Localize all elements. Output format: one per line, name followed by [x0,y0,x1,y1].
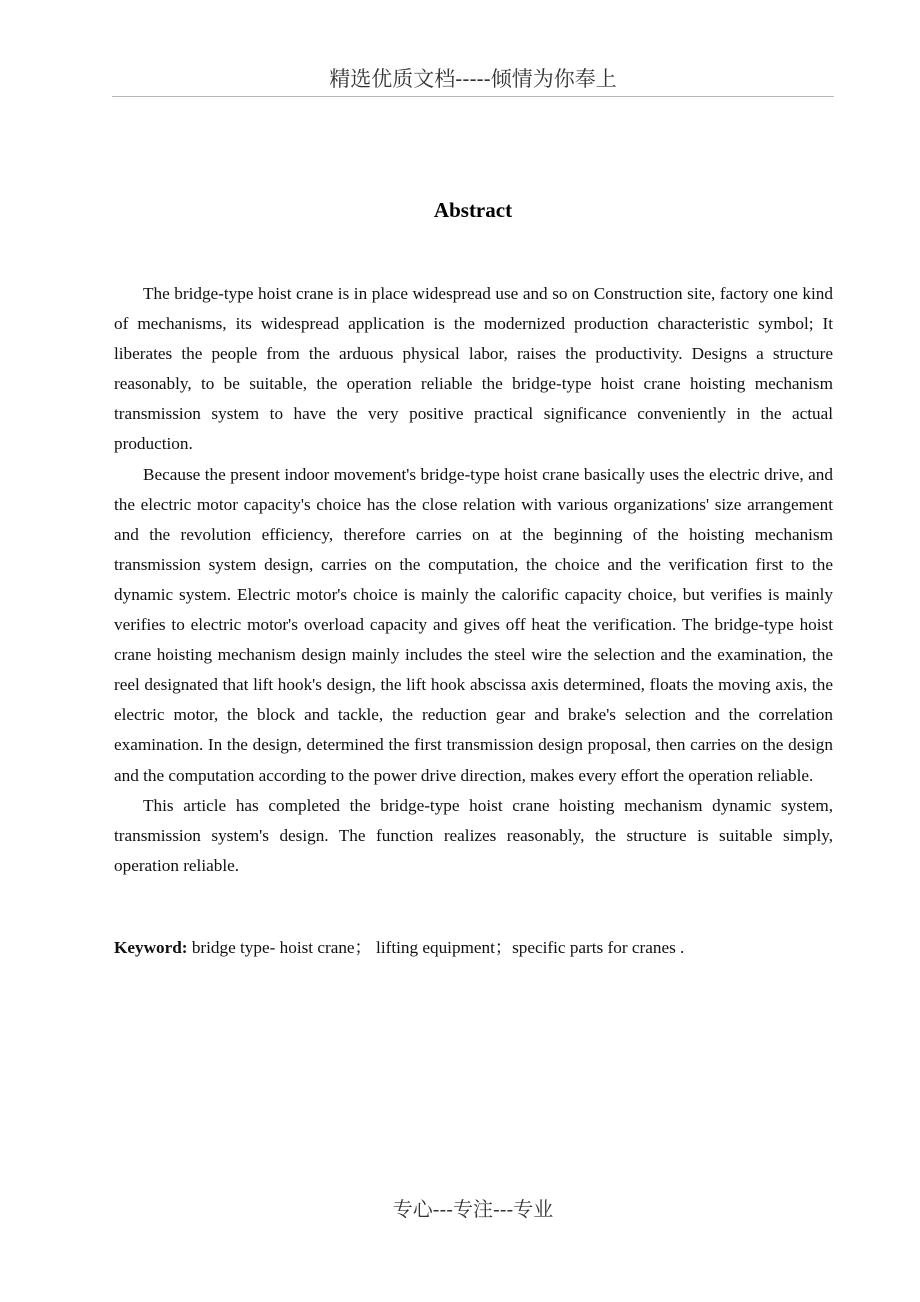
header-divider [112,96,834,97]
abstract-paragraph-3: This article has completed the bridge-type hoist crane hoisting mechanism dynamic system, transmission system's design. The function realizes reasonably, the structure is suitable simply, operation reliable. [114,795,833,875]
abstract-paragraph-1: The bridge-type hoist crane is in place widespread use and so on Construction site, factory one kind of mechanisms, its widespread application is the modernized production characteristic symbol; It liberates the people from the arduous physical labor, raises the productivity. Designs a structure reasonably, to be suitable, the operation reliable the bridge-type hoist crane hoisting mechanism transmission system to have the very positive practical significance conveniently in the actual production. [114,284,833,454]
keywords-text: bridge type- hoist crane； lifting equipment；specific parts for cranes . [187,938,685,957]
abstract-body [114,279,833,881]
page-footer: 专心---专注---专业 [392,1197,554,1221]
keywords-label: Keyword: [114,938,188,957]
keywords-line [114,933,833,963]
page-header: 精选优质文档-----倾情为你奉上 [329,67,617,91]
abstract-title: Abstract [433,198,513,222]
abstract-paragraph-2: Because the present indoor movement's bridge-type hoist crane basically uses the electric drive, and the electric motor capacity's choice has the close relation with various organizations' size arrangement and the revolution efficiency, therefore carries on at the beginning of the hoisting mechanism transmission system design, carries on the computation, the choice and the verification first to the dynamic system. Electric motor's choice is mainly the calorific capacity choice, but verifies is mainly verifies to electric motor's overload capacity and gives off heat the verification. The bridge-type hoist crane hoisting mechanism design mainly includes the steel wire the selection and the examination, the reel designated that lift hook's design, the lift hook abscissa axis determined, floats the moving axis, the electric motor, the block and tackle, the reduction gear and brake's selection and the correlation examination. In the design, determined the first transmission design proposal, then carries on the design and the computation according to the power drive direction, makes every effort the operation reliable. [114,464,833,785]
